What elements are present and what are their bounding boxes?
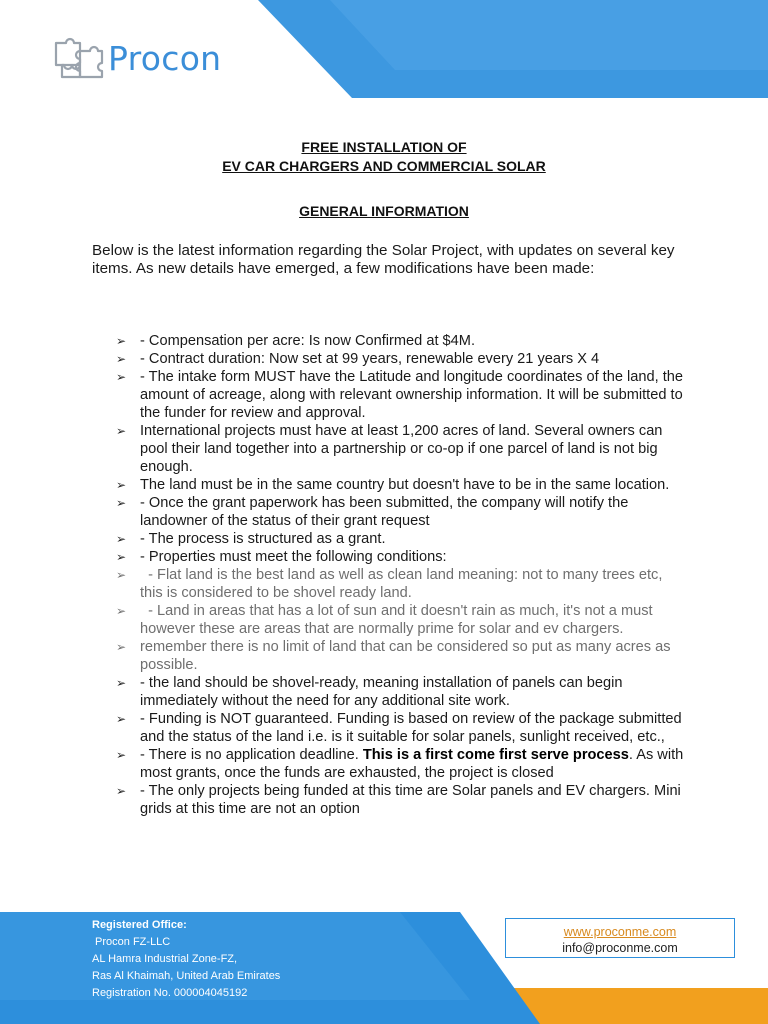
list-item: ➢ The land must be in the same country but doesn't have to be in the same location.: [116, 477, 670, 493]
list-item: ➢ - The process is structured as a grant.: [116, 531, 386, 547]
list-item: ➢ - The only projects being funded at this time are Solar panels and EV chargers. Mini grids at this time are not an option: [116, 783, 681, 817]
arrow-bullet-icon: ➢: [116, 424, 127, 438]
contact-box: [505, 918, 735, 958]
registered-office-block: [92, 917, 280, 1002]
arrow-bullet-icon: ➢: [116, 640, 127, 654]
procon-logo: [52, 30, 221, 86]
brand-name: Procon: [108, 38, 222, 78]
arrow-bullet-icon: ➢: [116, 568, 127, 582]
arrow-bullet-icon: ➢: [116, 334, 127, 348]
puzzle-icon: [52, 31, 106, 85]
arrow-bullet-icon: ➢: [116, 352, 127, 366]
arrow-bullet-icon: ➢: [116, 478, 127, 492]
list-item: ➢ - Properties must meet the following conditions:: [116, 549, 447, 565]
list-item: ➢ - Land in areas that has a lot of sun and it doesn't rain as much, it's not a must however these are areas that are normally prime for solar and ev chargers.: [116, 603, 657, 637]
list-item: ➢ - Compensation per acre: Is now Confirmed at $4M.: [116, 333, 475, 349]
list-item: ➢ - The intake form MUST have the Latitude and longitude coordinates of the land, the amount of acreage, along with relevant ownership information. It will be submitted to the funder for review and approval.: [116, 369, 684, 421]
list-item: ➢ - There is no application deadline. This is a first come first serve process. As with most grants, once the funds are exhausted, the project is closed: [116, 747, 684, 781]
document-title-line1: FREE INSTALLATION OF: [301, 139, 467, 155]
list-item: ➢ - Flat land is the best land as well as clean land meaning: not to many trees etc, this is considered to be shovel ready land.: [116, 567, 667, 601]
header-light-band: [330, 0, 768, 70]
arrow-bullet-icon: ➢: [116, 748, 127, 762]
intro-paragraph: Below is the latest information regarding the Solar Project, with updates on several key items. As new details have emerged, a few modifications have been made:: [92, 242, 675, 277]
arrow-bullet-icon: ➢: [116, 532, 127, 546]
arrow-bullet-icon: ➢: [116, 496, 127, 510]
list-item: ➢ - Funding is NOT guaranteed. Funding is based on review of the package submitted and the status of the land i.e. is it suitable for solar panels, sunlight received, etc.,: [116, 711, 682, 745]
company-name: Procon FZ-LLC: [92, 936, 171, 948]
registration-number: Registration No. 000004045192: [92, 987, 248, 999]
document-title-line2: EV CAR CHARGERS AND COMMERCIAL SOLAR: [222, 158, 546, 174]
arrow-bullet-icon: ➢: [116, 676, 127, 690]
arrow-bullet-icon: ➢: [116, 550, 127, 564]
address-line2: Ras Al Khaimah, United Arab Emirates: [92, 970, 281, 982]
section-heading: GENERAL INFORMATION: [299, 203, 469, 219]
list-item: ➢ International projects must have at least 1,200 acres of land. Several owners can pool their land together into a partnership or co-op if one parcel of land is not big enough.: [116, 423, 663, 475]
arrow-bullet-icon: ➢: [116, 712, 127, 726]
website-link[interactable]: www.proconme.com: [563, 925, 677, 939]
email-address[interactable]: info@proconme.com: [562, 941, 678, 955]
arrow-bullet-icon: ➢: [116, 604, 127, 618]
office-heading: Registered Office:: [92, 919, 187, 931]
address-line1: AL Hamra Industrial Zone-FZ,: [92, 953, 238, 965]
arrow-bullet-icon: ➢: [116, 784, 127, 798]
arrow-bullet-icon: ➢: [116, 370, 127, 384]
list-item: ➢ remember there is no limit of land that can be considered so put as many acres as possible.: [116, 639, 671, 673]
list-item: ➢ - the land should be shovel-ready, meaning installation of panels can begin immediately without the need for any additional site work.: [116, 675, 623, 709]
list-item: ➢ - Contract duration: Now set at 99 years, renewable every 21 years X 4: [116, 351, 600, 367]
list-item: ➢ - Once the grant paperwork has been submitted, the company will notify the landowner of the status of their grant request: [116, 495, 629, 529]
info-bullet-list: [116, 332, 686, 818]
